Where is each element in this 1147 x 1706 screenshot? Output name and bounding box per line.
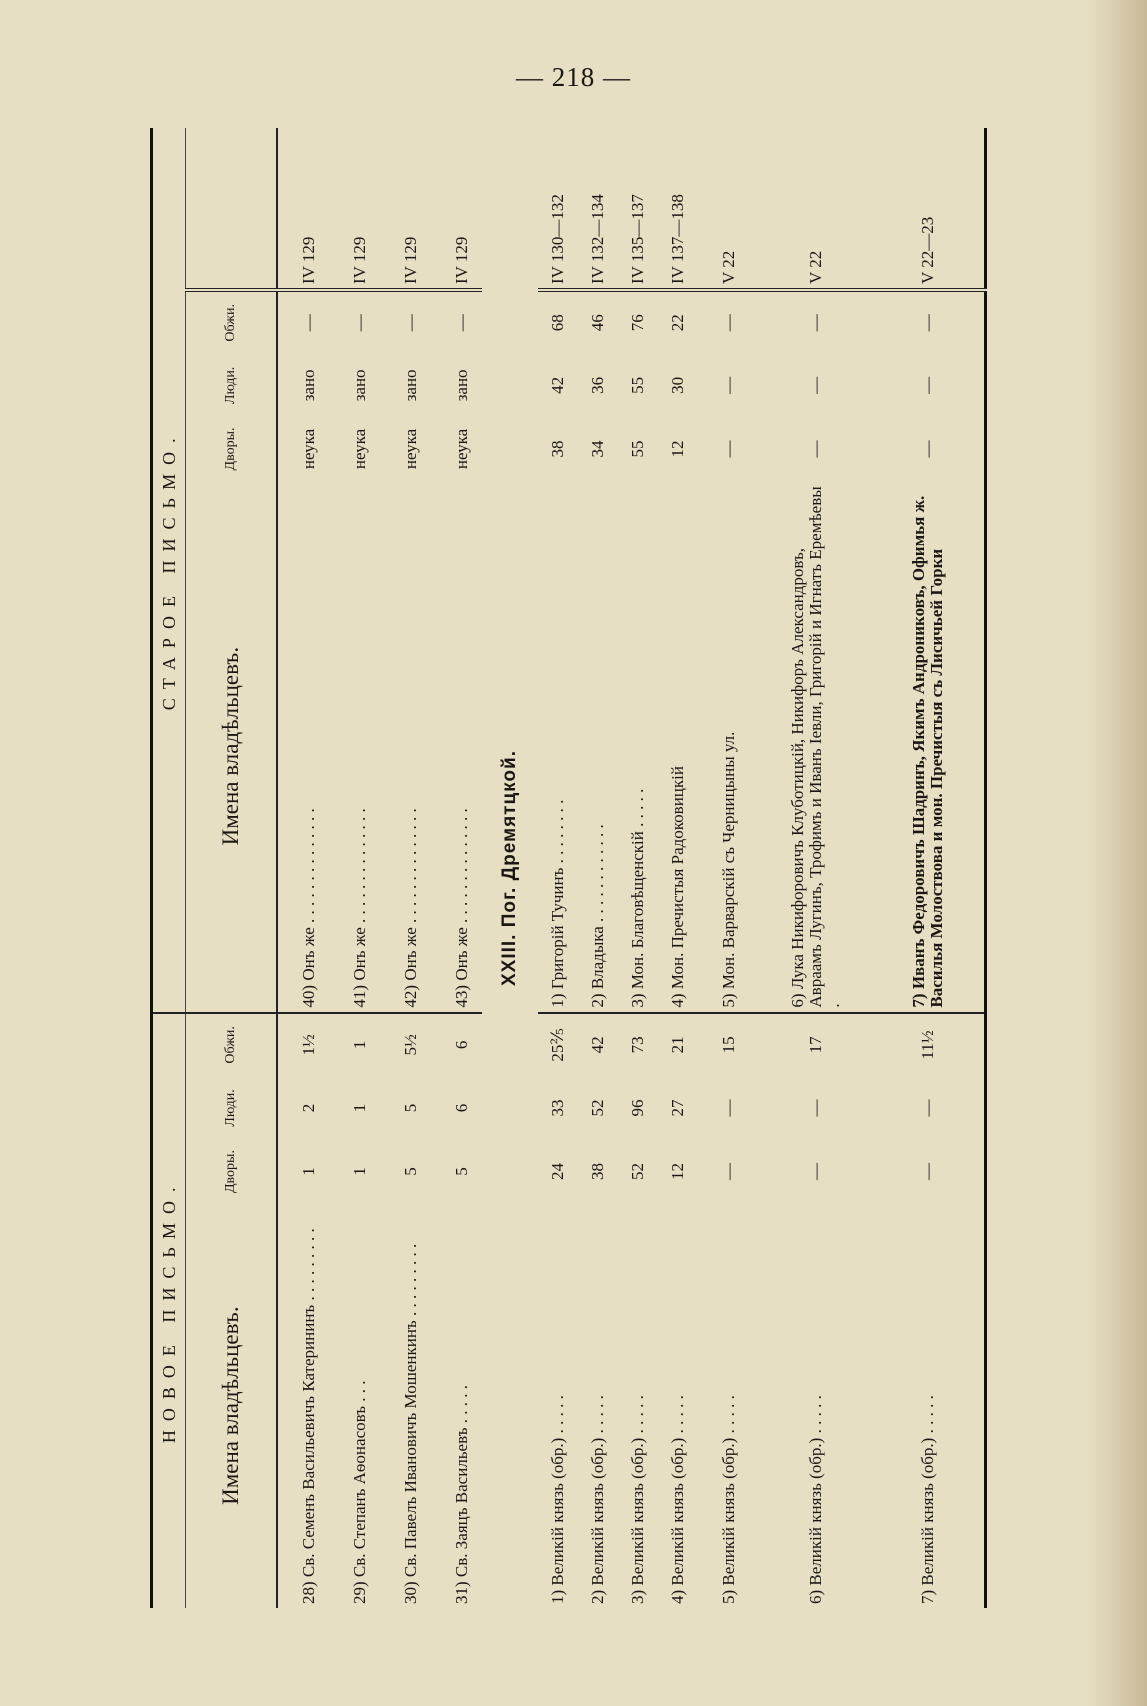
source-ref: IV 132—134 [578, 128, 618, 290]
new-lyudi: — [719, 1099, 738, 1117]
new-dvor: 5 [452, 1167, 471, 1176]
table-row [760, 128, 872, 1608]
new-lyudi: 2 [299, 1103, 318, 1113]
old-dvor: 38 [548, 440, 567, 458]
old-owner: 6) Лука Никифоровичъ Клуботицкій, Никифоръ Александровъ, Авраамъ Лугинъ, Трофимъ и Иванъ Іевли, Григорій и Игнатъ Еремѣевы . [760, 481, 872, 1013]
old-dvor: неука [299, 428, 318, 470]
source-ref: V 22—23 [872, 128, 986, 290]
old-obzhi: 76 [628, 314, 647, 332]
header-old-dvor: Дворы. [186, 417, 278, 481]
header-ref [186, 128, 278, 290]
old-obzhi: — [350, 314, 369, 332]
table-row [618, 128, 658, 1608]
new-owner: 4) Великій князь (обр.) . . . . . [668, 1395, 687, 1604]
new-lyudi: 33 [548, 1099, 567, 1117]
table-row [538, 128, 578, 1608]
section-roman: XXIII. [499, 933, 520, 986]
table-row [442, 128, 482, 1608]
old-lyudi: — [719, 376, 738, 394]
old-lyudi: зано [350, 369, 369, 402]
old-lyudi: зано [401, 369, 420, 402]
new-owner: 6) Великій князь (обр.) . . . . . [806, 1395, 825, 1604]
new-dvor: 24 [548, 1163, 567, 1181]
new-obzhi: 11½ [918, 1030, 937, 1060]
header-new-obzhi: Обжи. [186, 1013, 278, 1077]
source-ref: IV 129 [380, 128, 442, 290]
source-ref: IV 137—138 [658, 128, 698, 290]
page-number: — 218 — [516, 62, 631, 92]
new-dvor: — [918, 1163, 937, 1181]
new-obzhi: 1 [350, 1040, 369, 1050]
new-lyudi: 1 [350, 1103, 369, 1113]
rotated-table-page [150, 128, 1040, 1608]
old-owner: 40) Онъ же . . . . . . . . . . . . . . [277, 481, 340, 1013]
old-owner: 42) Онъ же . . . . . . . . . . . . . . [380, 481, 442, 1013]
old-obzhi: — [806, 314, 825, 332]
new-owner: 5) Великій князь (обр.) . . . . . [719, 1395, 738, 1604]
old-owner: 2) Владыка . . . . . . . . . . . . [578, 481, 618, 1013]
new-dvor: 1 [350, 1167, 369, 1176]
old-dvor: 12 [668, 440, 687, 458]
new-owner: 31) Св. Заяцъ Васильевъ . . . . . [452, 1385, 471, 1604]
old-obzhi: — [918, 314, 937, 332]
new-dvor: 5 [401, 1167, 420, 1176]
old-owner: 3) Мон. Благовѣщенскій . . . . . [618, 481, 658, 1013]
table-row [658, 128, 698, 1608]
new-lyudi: 27 [668, 1099, 687, 1117]
new-obzhi: 6 [452, 1040, 471, 1050]
old-lyudi: — [918, 376, 937, 394]
table-row [277, 128, 340, 1608]
new-obzhi: 5½ [401, 1034, 420, 1056]
new-obzhi: 1½ [299, 1034, 318, 1056]
new-obzhi: 21 [668, 1036, 687, 1054]
new-lyudi: 5 [401, 1103, 420, 1113]
new-lyudi: — [918, 1099, 937, 1117]
new-owner: 28) Св. Семенъ Васильевичъ Катерининъ . . . . . . . . . [299, 1228, 318, 1604]
new-dvor: 12 [668, 1163, 687, 1181]
new-dvor: 52 [628, 1163, 647, 1181]
old-lyudi: 30 [668, 376, 687, 394]
source-ref: V 22 [760, 128, 872, 290]
old-owner: 1) Григорій Тучинъ . . . . . . . . [538, 481, 578, 1013]
section-title: Пог. Дремятцкой. [499, 750, 520, 928]
new-owner: 2) Великій князь (обр.) . . . . . [588, 1395, 607, 1604]
old-lyudi: 42 [548, 376, 567, 394]
old-dvor: 55 [628, 440, 647, 458]
new-dvor: 38 [588, 1163, 607, 1181]
old-obzhi: 68 [548, 314, 567, 332]
old-owner: 4) Мон. Пречистыя Радоковицкій [658, 481, 698, 1013]
source-ref: V 22 [698, 128, 760, 290]
header-new-letter: НОВОЕ ПИСЬМО. [152, 1013, 186, 1608]
new-obzhi: 73 [628, 1036, 647, 1054]
new-obzhi: 15 [719, 1036, 738, 1054]
new-lyudi: 52 [588, 1099, 607, 1117]
source-ref: IV 129 [340, 128, 380, 290]
header-old-letter: СТАРОЕ ПИСЬМО. [152, 128, 186, 1013]
new-lyudi: — [806, 1099, 825, 1117]
new-obzhi: 42 [588, 1036, 607, 1054]
table-row [578, 128, 618, 1608]
old-owner: 43) Онъ же . . . . . . . . . . . . . . [442, 481, 482, 1013]
new-dvor: — [806, 1163, 825, 1181]
old-obzhi: 46 [588, 314, 607, 332]
table-row [872, 128, 986, 1608]
new-dvor: 1 [299, 1167, 318, 1176]
source-ref: IV 135—137 [618, 128, 658, 290]
old-dvor: — [918, 440, 937, 458]
new-obzhi: 25⅖ [548, 1028, 567, 1062]
old-obzhi: 22 [668, 314, 687, 332]
new-owner: 3) Великій князь (обр.) . . . . . [628, 1395, 647, 1604]
new-owner: 1) Великій князь (обр.) . . . . . [548, 1395, 567, 1604]
section-heading-row [482, 128, 538, 1608]
old-lyudi: 36 [588, 376, 607, 394]
header-new-names: Имена владѣльцевъ. [186, 1203, 278, 1608]
new-lyudi: 6 [452, 1103, 471, 1113]
old-obzhi: — [719, 314, 738, 332]
old-obzhi: — [299, 314, 318, 332]
new-owner: 30) Св. Павелъ Ивановичъ Мошенкинъ . . . . . . . . . [401, 1243, 420, 1604]
old-owner: 41) Онъ же . . . . . . . . . . . . . . [340, 481, 380, 1013]
table-row [380, 128, 442, 1608]
table-row [698, 128, 760, 1608]
old-lyudi: зано [452, 369, 471, 402]
old-dvor: неука [350, 428, 369, 470]
header-old-obzhi: Обжи. [186, 290, 278, 354]
old-dvor: неука [401, 428, 420, 470]
old-obzhi: — [401, 314, 420, 332]
old-obzhi: — [452, 314, 471, 332]
header-new-dvor: Дворы. [186, 1140, 278, 1204]
old-dvor: неука [452, 428, 471, 470]
old-owner: 5) Мон. Варварскій съ Черницыны ул. [698, 481, 760, 1013]
header-new-lyudi: Люди. [186, 1076, 278, 1140]
new-lyudi: 96 [628, 1099, 647, 1117]
header-old-lyudi: Люди. [186, 354, 278, 418]
old-dvor: — [719, 440, 738, 458]
source-ref: IV 129 [442, 128, 482, 290]
header-old-names: Имена владѣльцевъ. [186, 481, 278, 1013]
page-edge-shadow [1087, 0, 1147, 1706]
old-dvor: 34 [588, 440, 607, 458]
section-heading [482, 128, 538, 1608]
old-dvor: — [806, 440, 825, 458]
old-owner: 7) Иванъ Федоровичъ Шадринъ, Якимъ Андрониковъ, Офимья ж. Василья Молоствова и мон. Пречистыя съ Лисичьей Горки [872, 481, 986, 1013]
new-dvor: — [719, 1163, 738, 1181]
new-owner: 7) Великій князь (обр.) . . . . . [918, 1395, 937, 1604]
old-lyudi: — [806, 376, 825, 394]
old-lyudi: 55 [628, 376, 647, 394]
table-row [340, 128, 380, 1608]
cadastre-table [150, 128, 987, 1608]
old-lyudi: зано [299, 369, 318, 402]
source-ref: IV 129 [277, 128, 340, 290]
source-ref: IV 130—132 [538, 128, 578, 290]
new-obzhi: 17 [806, 1036, 825, 1054]
new-owner: 29) Св. Степанъ Аѳонасовъ . . . [350, 1380, 369, 1604]
